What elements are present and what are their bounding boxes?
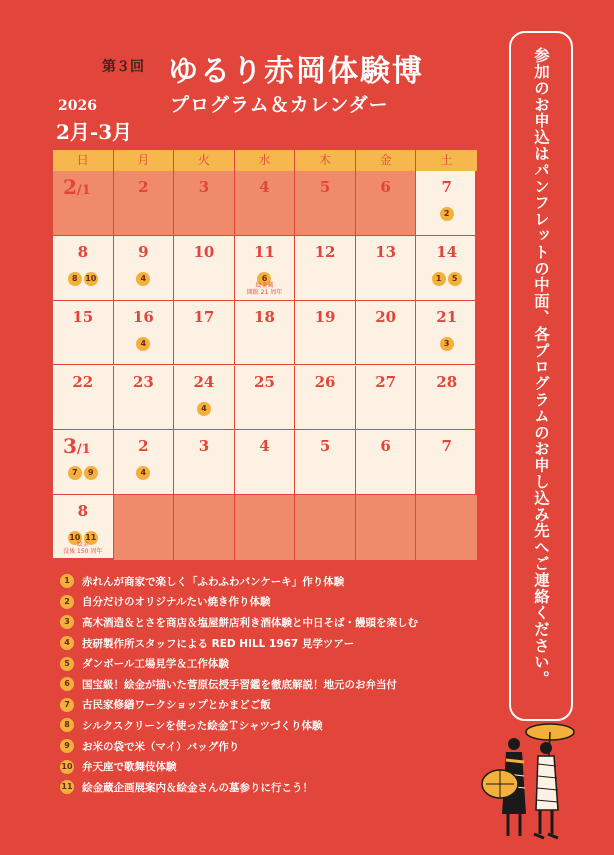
day-number-suffix: /1 [76,183,91,198]
day-number [235,437,295,455]
program-number-badge: 9 [84,466,98,480]
calendar-day-cell [356,495,417,560]
program-badges [416,201,477,221]
day-number-value: 12 [314,242,336,261]
day-number-value: 11 [254,242,275,261]
day-number [416,243,477,261]
calendar-day-cell [174,171,235,236]
anniversary-note: 絵金蔵 開館 21 周年 [246,281,283,296]
calendar-day-cell [295,171,356,236]
calendar-day-cell [114,236,175,301]
day-number-value: 4 [259,437,270,456]
program-number-badge: 4 [136,337,150,351]
day-number-value: 28 [436,372,458,391]
program-number-badge: 3 [60,615,74,629]
calendar-day-cell [235,301,296,366]
day-number [53,243,113,261]
day-number-value: 26 [314,372,336,391]
program-number-badge: 8 [68,272,82,286]
calendar-day-cell [114,301,175,366]
calendar-day-cell [416,301,477,366]
calendar-day-cell [295,495,356,560]
calendar-day-cell [235,236,296,301]
day-number [114,308,174,326]
program-number-badge: 11 [60,780,74,794]
calendar-day-cell [53,171,114,236]
day-number-value: 2 [138,178,149,196]
program-badges [53,460,113,480]
program-badges [114,266,174,286]
program-item [60,777,500,798]
day-number [416,437,477,455]
program-badges [114,331,174,351]
program-title: シルクスクリーンを使った絵金Ｔシャツづくり体験 [82,719,323,732]
day-number [356,373,416,391]
weekday-fri: 金 [356,150,417,171]
day-number-suffix: /1 [76,442,91,458]
day-number [356,437,416,455]
calendar-day-cell [235,430,296,495]
calendar-day-cell [356,430,417,495]
program-item [60,571,500,592]
people-with-umbrellas-illustration [478,714,588,844]
day-number [416,308,477,326]
day-number [63,175,113,199]
calendar-day-cell [114,495,175,560]
day-number [174,373,234,391]
program-title: 高木酒造＆とさを商店＆塩屋餅店利き酒体験と中日そば・饅頭を楽しむ [82,616,418,629]
weekday-mon: 月 [114,150,175,171]
day-number [53,373,113,391]
day-number-value: 3 [198,178,210,196]
day-number-value: 25 [254,372,275,391]
program-badges [53,266,113,286]
day-number [53,308,113,326]
program-item [60,756,500,777]
program-title: 古民家修繕ワークショップとかまどご飯 [82,699,271,712]
program-number-badge: 7 [60,698,74,712]
program-item [60,736,500,757]
day-number [356,178,416,196]
event-subtitle: プログラム＆カレンダー [170,94,389,116]
program-title: 国宝級！絵金が描いた菅原伝授手習鑑を徹底解説！地元のお弁当付 [82,678,397,691]
day-number [295,243,355,261]
day-number-value: 10 [193,242,215,261]
program-item [60,592,500,613]
calendar-day-cell [416,366,477,431]
side-note: 参加のお申込はパンフレットの中面、各プログラムのお申し込み先へご連絡ください。 [532,47,550,687]
program-number-badge: 10 [60,760,74,774]
program-title: 赤れんが商家で楽しく「ふわふわパンケーキ」作り体験 [82,575,345,588]
calendar-day-cell [114,430,175,495]
day-number-value: 2 [138,437,149,456]
day-number [356,308,416,326]
day-number-value: 22 [72,372,94,391]
program-title: 弁天座で歌舞伎体験 [82,761,177,774]
day-number [174,243,234,261]
program-number-badge: 5 [60,657,74,671]
calendar-day-cell [53,236,114,301]
calendar-day-cell [114,366,175,431]
program-item [60,633,500,654]
day-number-value: 20 [375,307,397,326]
day-number [174,178,234,196]
calendar-day-cell [416,495,477,560]
calendar-day-cell [53,301,114,366]
calendar-day-cell [114,171,175,236]
day-number [295,178,355,196]
edition-label: 第３回 [102,59,144,75]
program-title: 技研製作所スタッフによる RED HILL 1967 見学ツアー [82,637,355,650]
program-badges [416,331,477,351]
day-number-value: 17 [193,307,215,326]
day-number [295,308,355,326]
weekday-tue: 火 [174,150,235,171]
calendar-day-cell [416,171,477,236]
calendar-day-cell [174,495,235,560]
weekday-wed: 水 [235,150,296,171]
day-number-value: 27 [375,372,397,391]
weekday-sun: 日 [53,150,114,171]
program-item [60,695,500,716]
program-number-badge: 8 [60,718,74,732]
weekday-thu: 木 [295,150,356,171]
calendar-day-cell [295,301,356,366]
program-number-badge: 4 [136,466,150,480]
program-item [60,612,500,633]
day-number-value: 16 [132,307,154,326]
day-number-value: 2 [63,175,77,199]
day-number [235,308,295,326]
program-number-badge: 4 [136,272,150,286]
program-number-badge: 4 [60,636,74,650]
calendar-day-cell [416,430,477,495]
day-number-value: 7 [441,178,452,196]
calendar-day-cell [53,430,114,495]
calendar-day-cell [356,171,417,236]
day-number-value: 6 [380,178,391,196]
program-title: 自分だけのオリジナルたい焼き作り体験 [82,596,271,609]
day-number-value: 5 [319,437,331,456]
day-number [295,373,355,391]
day-number-value: 8 [77,242,88,261]
day-number-value: 9 [138,242,149,261]
day-number-value: 23 [132,372,154,391]
program-number-badge: 10 [68,531,82,545]
calendar-grid [53,171,477,560]
day-number [356,243,416,261]
day-number [235,373,295,391]
calendar-day-cell [53,495,114,560]
day-number-value: 4 [259,178,270,196]
program-badges [114,460,174,480]
day-number-value: 5 [319,178,331,196]
day-number [416,373,477,391]
calendar-day-cell [174,236,235,301]
calendar-day-cell [295,366,356,431]
day-number [174,437,234,455]
day-number-value: 15 [72,307,94,326]
event-title: ゆるり赤岡体験博 [168,54,424,89]
program-item [60,715,500,736]
program-title: 絵金蔵企画展案内＆絵金さんの墓参りに行こう！ [82,781,313,794]
calendar [52,149,476,559]
calendar-day-cell [416,236,477,301]
program-badges [174,396,234,416]
program-number-badge: 1 [432,272,446,286]
day-number [114,373,174,391]
calendar-day-cell [174,366,235,431]
program-number-badge: 1 [60,574,74,588]
calendar-day-cell [235,366,296,431]
weekday-sat: 土 [440,153,453,167]
day-number [114,437,174,455]
calendar-day-cell [235,495,296,560]
day-number [114,178,174,196]
day-number-value: 21 [436,307,458,326]
anniversary-note: 絵金 没後 150 周年 [63,541,103,556]
day-number-value: 18 [254,307,275,326]
calendar-day-cell [295,430,356,495]
calendar-day-cell [356,236,417,301]
program-number-badge: 4 [197,402,211,416]
day-number [53,502,113,520]
calendar-months: 2月-3月 [56,120,133,144]
calendar-day-cell [356,301,417,366]
day-number-value: 3 [63,434,77,459]
program-badges [416,266,477,286]
day-number [174,308,234,326]
program-number-badge: 7 [68,466,82,480]
calendar-day-cell [235,171,296,236]
day-number [235,178,295,196]
program-number-badge: 9 [60,739,74,753]
program-item [60,653,500,674]
day-number-value: 13 [375,242,397,261]
program-number-badge: 2 [60,595,74,609]
calendar-day-cell [356,366,417,431]
program-title: お米の袋で米（マイ）バッグ作り [82,740,240,753]
day-number-value: 3 [198,437,210,456]
calendar-year: 2026 [58,98,97,114]
weekday-header [53,150,477,171]
program-number-badge: 6 [257,272,271,286]
day-number-value: 14 [436,242,458,261]
day-number-value: 8 [77,502,88,521]
day-number-value: 24 [193,372,215,391]
day-number [235,243,295,261]
day-number [295,437,355,455]
program-title: ダンボール工場見学＆工作体験 [82,658,229,671]
day-number-value: 6 [380,437,391,456]
program-number-badge: 10 [84,272,98,286]
calendar-day-cell [53,366,114,431]
day-number [416,178,477,196]
program-number-badge: 11 [84,531,98,545]
program-number-badge: 3 [440,337,454,351]
side-note-panel [509,31,573,721]
calendar-day-cell [174,430,235,495]
program-number-badge: 6 [60,677,74,691]
program-number-badge: 2 [440,207,454,221]
program-list [60,571,500,798]
day-number [114,243,174,261]
calendar-day-cell [174,301,235,366]
calendar-day-cell [295,236,356,301]
day-number [63,434,113,458]
program-item [60,674,500,695]
program-number-badge: 5 [448,272,462,286]
day-number-value: 7 [441,437,452,456]
day-number-value: 19 [314,307,336,326]
